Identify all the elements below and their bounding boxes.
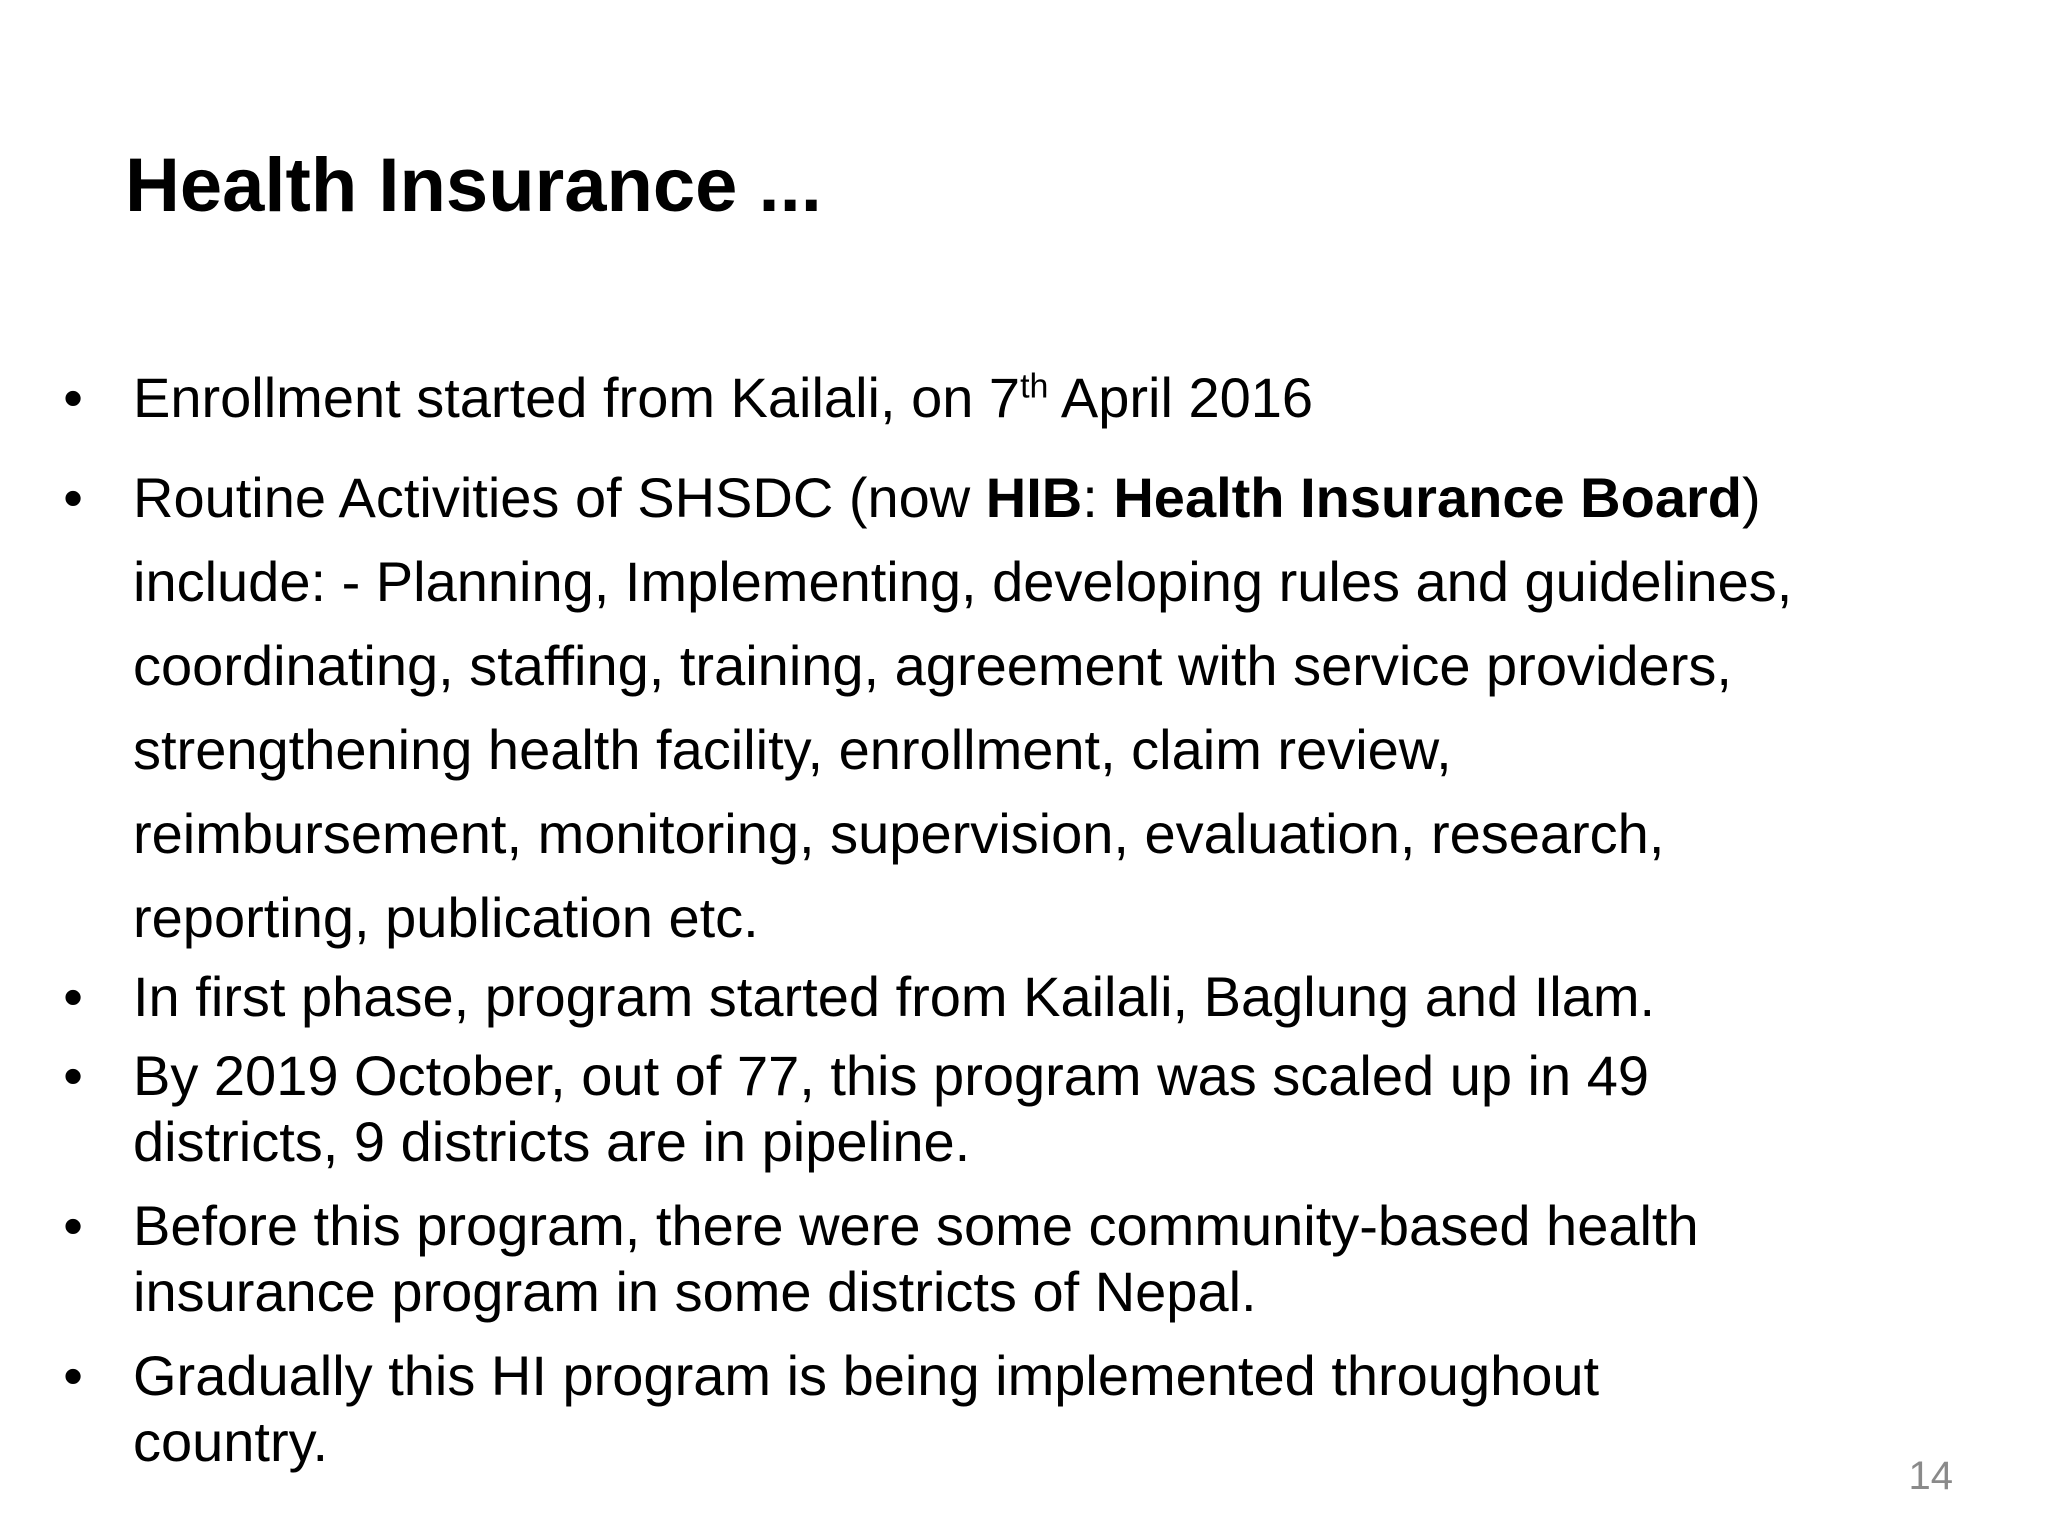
ordinal-superscript: th	[1020, 367, 1049, 406]
bullet-line: country.	[133, 1410, 329, 1473]
bullet-dot: •	[63, 466, 83, 529]
bullet-item	[63, 1043, 2013, 1175]
bullet-line: insurance program in some districts of Nepal.	[133, 1260, 1257, 1323]
bullet-dot: •	[63, 965, 83, 1028]
closing-paren: )	[1741, 466, 1761, 529]
bullet-line: Gradually this HI program is being implemented throughout	[133, 1344, 1600, 1407]
bullet-text: In first phase, program started from Kailali, Baglung and Ilam.	[133, 965, 1656, 1028]
bullet-text: Enrollment started from Kailali, on 7	[133, 366, 1021, 429]
bullet-line: districts, 9 districts are in pipeline.	[133, 1110, 971, 1173]
bullet-line: Before this program, there were some community-based health	[133, 1194, 1699, 1257]
bullet-item	[63, 1193, 2013, 1325]
bullet-line	[133, 456, 2013, 540]
bullet-text: Routine Activities of SHSDC (now	[133, 466, 986, 529]
hib-full-name: Health Insurance Board	[1113, 466, 1742, 529]
hib-acronym: HIB	[985, 466, 1083, 529]
bullet-dot: •	[63, 1194, 83, 1257]
bullet-item	[63, 1343, 2013, 1475]
bullet-dot: •	[63, 1344, 83, 1407]
slide-title: Health Insurance ...	[125, 143, 822, 228]
bullet-line: coordinating, staffing, training, agreement with service providers,	[133, 634, 1732, 697]
bullet-item	[63, 456, 2013, 960]
bullet-item	[63, 356, 2013, 440]
bullet-line: include: - Planning, Implementing, developing rules and guidelines,	[133, 550, 1793, 613]
bullet-line: strengthening health facility, enrollment, claim review,	[133, 718, 1452, 781]
bullet-dot: •	[63, 1044, 83, 1107]
bullet-item	[63, 955, 2013, 1039]
bullet-line: By 2019 October, out of 77, this program was scaled up in 49	[133, 1044, 1649, 1107]
bullet-text-end: April 2016	[1048, 366, 1314, 429]
bullet-dot: •	[63, 366, 83, 429]
separator-text: :	[1082, 466, 1114, 529]
bullet-line: reimbursement, monitoring, supervision, evaluation, research,	[133, 802, 1665, 865]
page-number: 14	[1908, 1454, 1953, 1498]
bullet-line: reporting, publication etc.	[133, 886, 759, 949]
